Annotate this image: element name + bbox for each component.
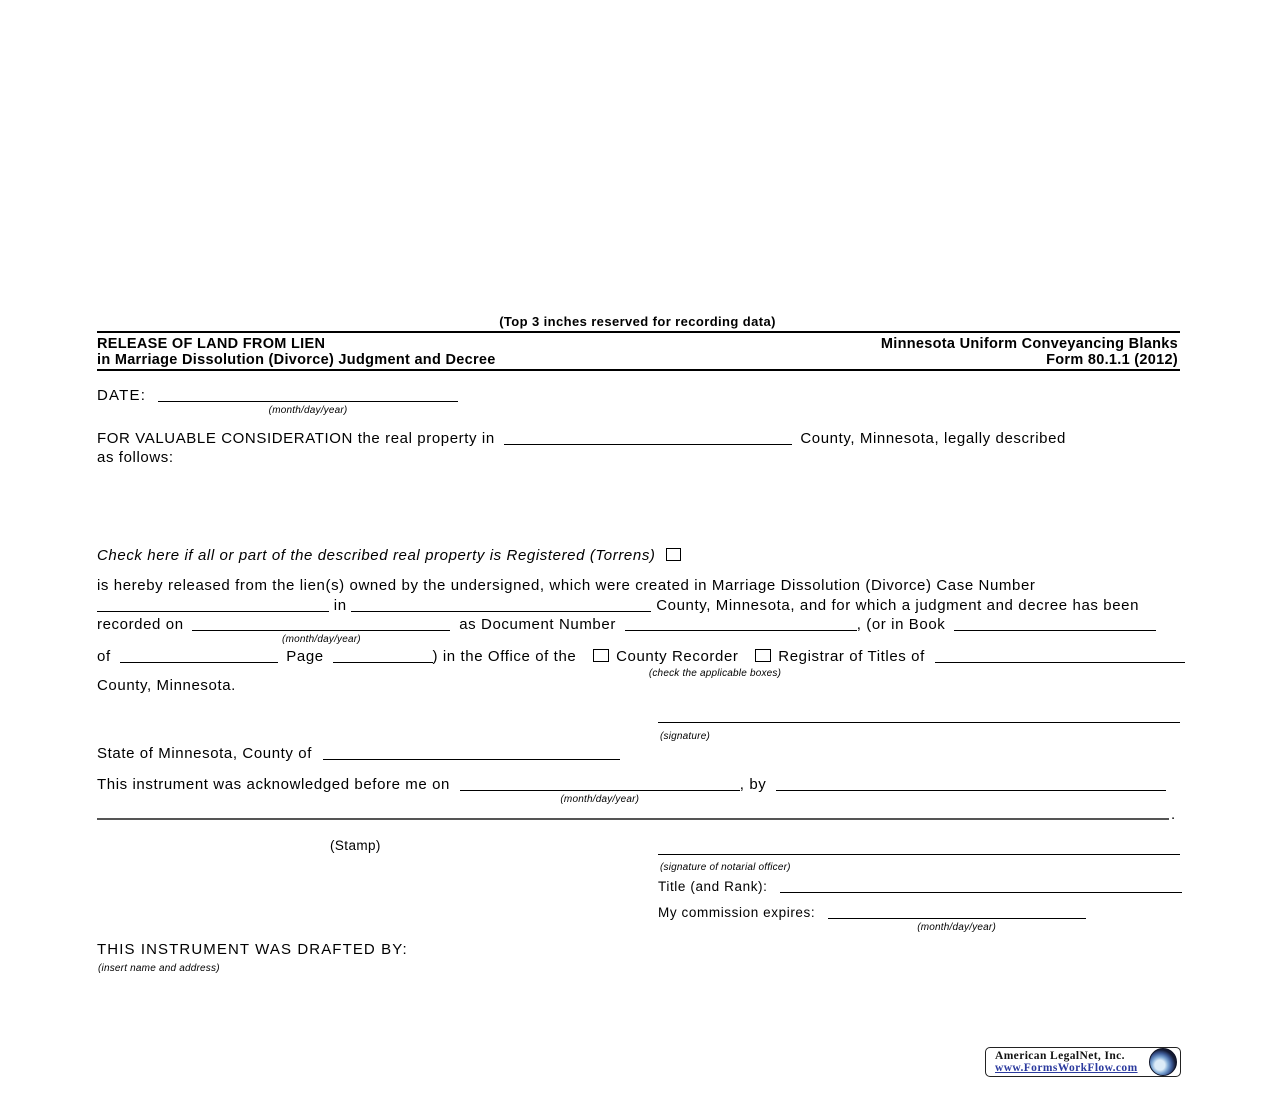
registrar-label: Registrar of Titles of: [778, 648, 925, 665]
notarial-signature-hint: (signature of notarial officer): [660, 862, 791, 873]
release-line2-tail: County, Minnesota, and for which a judgment and decree has been: [656, 597, 1140, 614]
case-number-blank[interactable]: [97, 597, 329, 612]
sentence-period: .: [1171, 806, 1176, 823]
globe-icon: [1149, 1048, 1177, 1076]
release-line4: [97, 648, 1185, 665]
boxes-hint: (check the applicable boxes): [648, 668, 782, 679]
signature-hint: (signature): [660, 731, 710, 742]
acknowledgment-row: [97, 776, 1166, 805]
county-recorder-checkbox[interactable]: [593, 649, 609, 662]
recorded-on-label: recorded on: [97, 616, 184, 633]
ack-names-continuation-line[interactable]: [97, 818, 1169, 820]
torrens-row: [97, 548, 681, 564]
page-word: Page: [286, 648, 324, 665]
signature-line[interactable]: [658, 722, 1180, 723]
ack-text-before: This instrument was acknowledged before me on: [97, 776, 451, 793]
torrens-label: Check here if all or part of the described real property is Registered (Torrens): [97, 547, 656, 564]
stamp-label: (Stamp): [330, 838, 381, 853]
office-tail: ) in the Office of the: [432, 648, 577, 665]
drafted-by-hint: (insert name and address): [98, 963, 220, 974]
vendor-badge-text: [995, 1050, 1149, 1074]
title-rank-label: Title (and Rank):: [658, 879, 768, 894]
torrens-checkbox[interactable]: [666, 548, 681, 561]
header-rule-top: [97, 331, 1180, 333]
header-rule-bottom: [97, 369, 1180, 371]
date-label: DATE:: [97, 387, 147, 404]
ack-names-blank[interactable]: [776, 776, 1166, 791]
drafted-by-hint-row: [98, 959, 220, 977]
form-title-line1: RELEASE OF LAND FROM LIEN: [97, 336, 326, 352]
date-blank[interactable]: [158, 387, 458, 416]
commission-row: [658, 904, 1086, 933]
title-rank-blank[interactable]: [780, 878, 1182, 893]
commission-date-hint: (month/day/year): [917, 922, 996, 933]
date-row: [97, 387, 458, 416]
recorded-date-blank[interactable]: [192, 616, 450, 645]
signature-hint-row: [660, 727, 710, 745]
notarial-signature-line[interactable]: [658, 854, 1180, 855]
commission-date-blank[interactable]: [828, 904, 1086, 933]
release-closing: County, Minnesota.: [97, 677, 236, 694]
ack-date-blank[interactable]: [460, 776, 740, 805]
drafted-by-label: THIS INSTRUMENT WAS DRAFTED BY:: [97, 941, 408, 958]
release-line2: [97, 597, 1139, 614]
state-county-blank[interactable]: [323, 745, 620, 760]
notarial-signature-hint-row: [660, 858, 791, 876]
of-word: of: [97, 648, 111, 665]
form-title-line2: in Marriage Dissolution (Divorce) Judgment and Decree: [97, 352, 496, 368]
release-line1: is hereby released from the lien(s) owned by the undersigned, which were created in Marriage Dissolution (Divorce) Case Number: [97, 577, 1036, 594]
registrar-checkbox[interactable]: [755, 649, 771, 662]
page-blank[interactable]: [333, 648, 433, 663]
registrar-county-blank[interactable]: [935, 648, 1185, 663]
recorded-date-hint: (month/day/year): [282, 634, 361, 645]
ack-by-label: , by: [739, 776, 767, 793]
vendor-badge: [985, 1047, 1181, 1077]
consideration-text-after: County, Minnesota, legally described: [800, 430, 1066, 447]
vendor-company: American LegalNet, Inc.: [995, 1050, 1125, 1062]
or-in-book-label: , (or in Book: [856, 616, 946, 633]
in-word: in: [333, 597, 347, 614]
county-recorder-label: County Recorder: [616, 648, 739, 665]
formsworkflow-link[interactable]: www.FormsWorkFlow.com: [995, 1062, 1138, 1074]
release-line3: [97, 616, 1156, 645]
release-county-blank[interactable]: [351, 597, 651, 612]
title-rank-row: [658, 878, 1182, 895]
consideration-county-blank[interactable]: [504, 430, 792, 445]
of-blank[interactable]: [120, 648, 278, 663]
date-format-hint: (month/day/year): [268, 405, 348, 416]
top-recording-note: (Top 3 inches reserved for recording data): [499, 314, 776, 329]
consideration-text-before: FOR VALUABLE CONSIDERATION the real property in: [97, 430, 495, 447]
document-number-blank[interactable]: [625, 616, 857, 631]
book-blank[interactable]: [954, 616, 1156, 631]
state-county-label: State of Minnesota, County of: [97, 745, 313, 762]
state-county-row: [97, 745, 620, 762]
commission-label: My commission expires:: [658, 905, 816, 920]
form-series-name: Minnesota Uniform Conveyancing Blanks: [880, 336, 1178, 352]
consideration-row: [97, 430, 1066, 447]
boxes-hint-row: [560, 664, 870, 682]
form-number: Form 80.1.1 (2012): [1046, 352, 1178, 368]
as-follows-row: as follows:: [97, 449, 174, 466]
as-document-number-label: as Document Number: [459, 616, 616, 633]
ack-date-hint: (month/day/year): [560, 794, 640, 805]
